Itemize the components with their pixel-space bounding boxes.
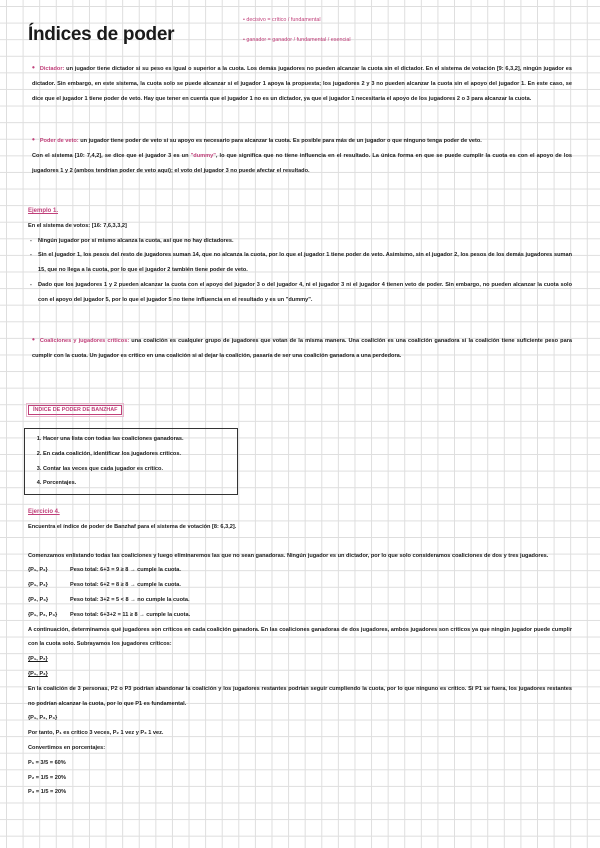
section-heading: Ejemplo 1. [28, 208, 59, 214]
list-item: - Sin el jugador 1, los pesos del resto de jugadores suman 14, que no alcanza la cuota, por lo que el jugador 1 tiene poder de veto. Asimismo, sin el jugador 2, los pesos de los demás jugadores suman 15, que no llega a la cuota, por lo que el jugador 2 también tiene poder de veto. [28, 248, 572, 278]
veto-definition [32, 133, 572, 178]
paragraph: En la coalición de 3 personas, P2 o P3 podrían abandonar la coalición y los jugadores restantes podrían seguir cumpliendo la cuota, por lo que ninguno es crítico. Si P1 se fuera, los jugadores restantes no podrían alcanzar la cuota, por lo que P1 es fundamental. [28, 685, 572, 707]
critical-coalition: {P₁, P₂} [28, 656, 48, 663]
dummy-term: "dummy" [190, 152, 216, 159]
coalition-row [28, 563, 572, 578]
term: Poder de veto: [39, 138, 79, 144]
coalition: {P₁, P₂} [28, 567, 48, 574]
result: P₂ = 1/5 = 20% [28, 774, 66, 781]
critical-coalition: {P₁, P₂, P₃} [28, 715, 58, 722]
example-intro: En el sistema de votos: [16: 7,6,3,3,2] [28, 222, 127, 229]
bullet-icon: • [32, 63, 35, 72]
paragraph: A continuación, determinamos qué jugadores son críticos en cada coalición ganadora. En las coaliciones ganadoras de dos jugadores, ambos jugadores son críticos ya que ningún jugador puede cumplir con la cuota solo. Subrayamos los jugadores críticos: [28, 626, 572, 648]
term: Coaliciones y jugadores críticos: [39, 338, 130, 344]
convert-text: Convertimos en porcentajes: [28, 744, 106, 751]
bullet-icon: • [32, 135, 35, 144]
banzhaf-steps-box [24, 428, 238, 495]
definition-text: un jugador tiene dictador si su peso es igual o superior a la cuota. Los demás jugadores no pueden alcanzar la cuota sin el dictador. En el sistema de votación [9: 6,3,2], ningún jugador es dictador. Sin embargo, en este sistema, la cuota solo se puede alcanzar si el jugador 1 apoya la propuesta; los jugadores 2 y 3 no pueden alcanzar la cuota sin el apoyo del jugador 1. En este caso, se dice que el jugador 1 tiene poder de veto. Hay que tener en cuenta que el jugador 1 no es un dictador, ya que el jugador 1 necesitaría el apoyo de los jugadores 2 o 3 para alcanzar la cuota. [32, 66, 572, 102]
step-item: 4. Porcentajes. [43, 476, 231, 491]
term: Dictador: [39, 66, 65, 72]
step-item: 1. Hacer una lista con todas las coaliciones ganadoras. [43, 432, 231, 447]
example-1 [28, 204, 572, 308]
side-note: • decisivo = crítico / fundamental [243, 17, 321, 23]
banzhaf-title: ÍNDICE DE PODER DE BANZHAF [28, 405, 122, 415]
exercise-4 [28, 505, 572, 800]
list-item: - Ningún jugador por sí mismo alcanza la cuota, así que no hay dictadores. [28, 234, 572, 249]
coalition: {P₂, P₃} [28, 596, 48, 603]
step-item: 2. En cada coalición, identificar los jugadores críticos. [43, 447, 231, 462]
definition-text: , lo que significa que no tiene influencia en el resultado. La única forma en que se puede cumplir la cuota es con el apoyo de los jugadores 1 y 2 (ambos tendrían poder de veto aquí); el voto del jugador 3 no puede afectar el resultado. [32, 152, 572, 174]
coalition: {P₁, P₃} [28, 582, 48, 589]
coalitions-definition [32, 333, 572, 364]
coalition-weight: Peso total: 6+3+2 = 11 ≥ 8 → cumple la cuota. [70, 611, 191, 618]
page-title: Índices de poder [28, 24, 175, 45]
coalition-weight: Peso total: 6+3 = 9 ≥ 8 → cumple la cuota. [70, 567, 181, 574]
coalition-row [28, 578, 572, 593]
definition-text: Con el sistema [10: 7,4,2], se dice que el jugador 3 es un [32, 152, 191, 159]
result: P₁ = 3/5 = 60% [28, 759, 66, 766]
coalition: {P₁, P₂, P₃} [28, 611, 58, 618]
dictator-definition [32, 61, 572, 106]
coalition-row [28, 608, 572, 623]
list-item: - Dado que los jugadores 1 y 2 pueden alcanzar la cuota con el apoyo del jugador 3 o del jugador 4, ni el jugador 3 ni el jugador 4 tienen veto de poder. Sin embargo, no pueden alcanzar la cuota solo con el apoyo del jugador 5, por lo que el jugador 5 no tiene influencia en el resultado y es un "dummy". [28, 278, 572, 308]
exercise-statement: Encuentra el índice de poder de Banzhaf para el sistema de votación [8: 6,3,2]. [28, 523, 237, 530]
result: P₃ = 1/5 = 20% [28, 789, 67, 796]
coalition-row [28, 593, 572, 608]
coalition-weight: Peso total: 3+2 = 5 < 8 → no cumple la cuota. [70, 596, 190, 603]
side-note: • ganador = ganador / fundamental / esencial [243, 37, 351, 43]
definition-text: una coalición es cualquier grupo de jugadores que votan de la misma manera. Una coalición es una coalición ganadora si la coalición tiene suficiente peso para cumplir con la cuota. Un jugador es crítico en una coalición si al dejar la coalición, pasaría de ser una coalición ganadora a una perdedora. [32, 338, 572, 359]
step-item: 3. Contar las veces que cada jugador es crítico. [43, 462, 231, 477]
definition-text: un jugador tiene poder de veto si su apoyo es necesario para alcanzar la cuota. Es posible para más de un jugador o que ninguno tenga poder de veto. [78, 138, 482, 144]
count-text: Por tanto, P₁ es crítico 3 veces, P₂ 1 vez y P₃ 1 vez. [28, 730, 164, 737]
critical-coalition: {P₁, P₃} [28, 670, 48, 677]
paragraph: Comenzamos enlistando todas las coaliciones y luego eliminaremos las que no sean ganadoras. Ningún jugador es un dictador, por lo que solo consideramos coaliciones de dos y tres jugadores. [28, 552, 549, 559]
coalition-weight: Peso total: 6+2 = 8 ≥ 8 → cumple la cuota. [70, 582, 181, 589]
bullet-icon: • [32, 335, 35, 344]
section-heading: Ejercicio 4. [28, 509, 60, 515]
